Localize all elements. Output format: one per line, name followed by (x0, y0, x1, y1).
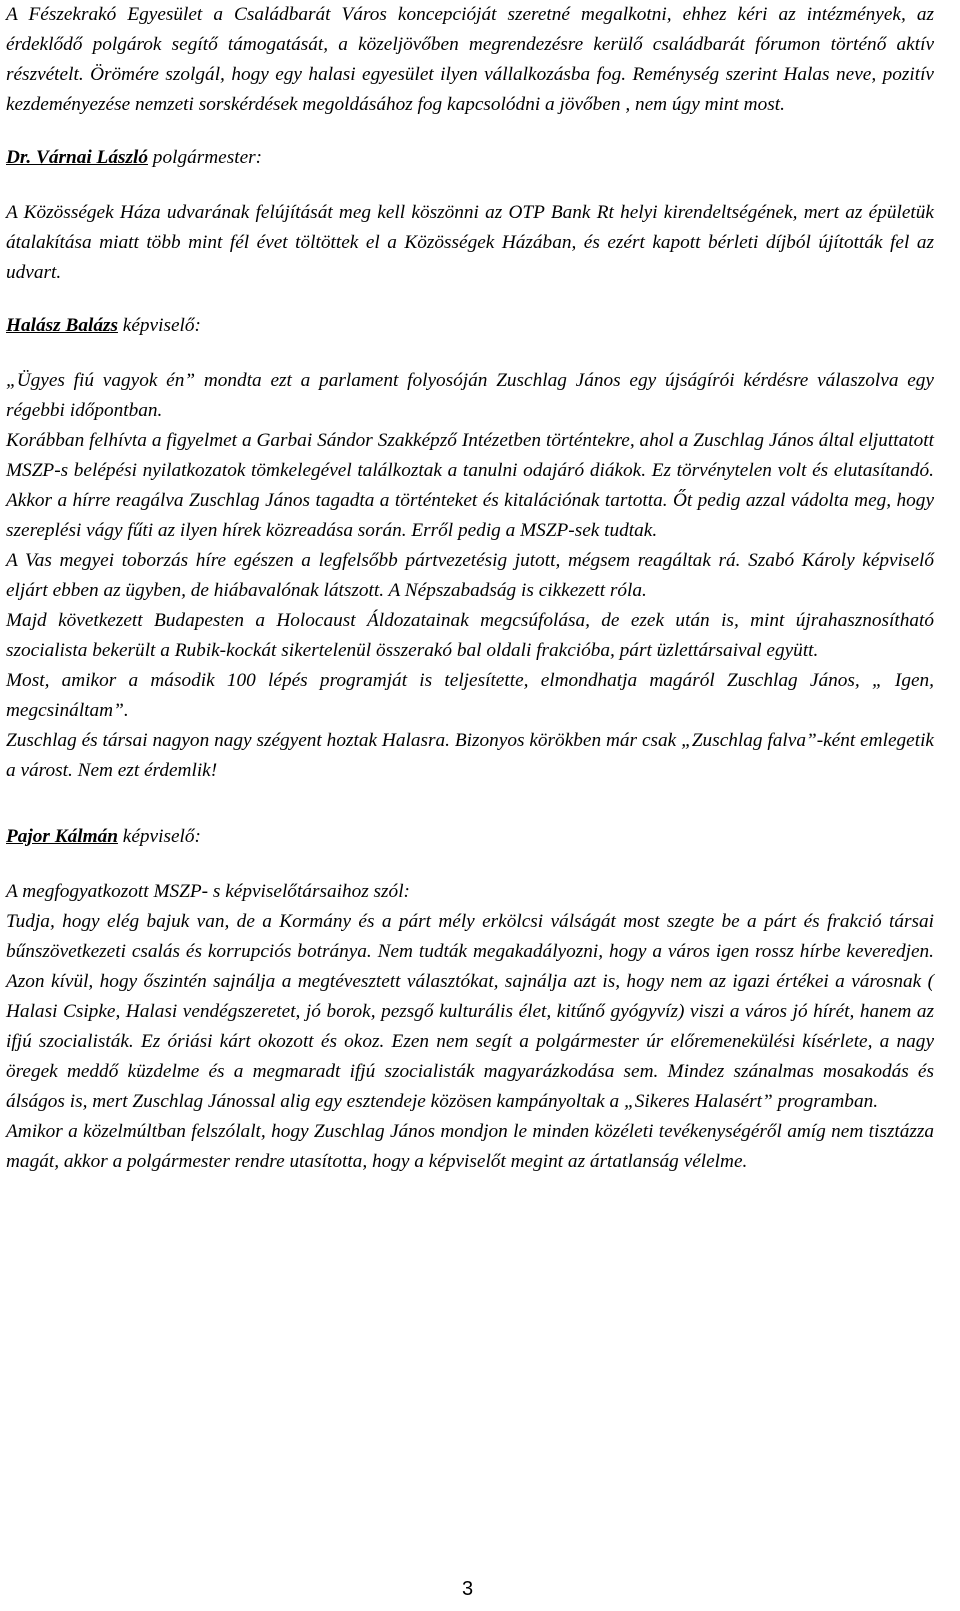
halasz-paragraph: Korábban felhívta a figyelmet a Garbai Sándor Szakképző Intézetben történtekre, ahol a Zuschlag János által eljuttatott MSZP-s belépési nyilatkozatok tömkelegével találkoztak a tanulni odajáró diákok. Ez törvénytelen volt és elutasítandó. Akkor a hírre reagálva Zuschlag János tagadta a történteket és kitalációnak tartotta. Őt pedig azzal vádolta meg, hogy szereplési vágy fűti az ilyen hírek közreadása során. Erről pedig a MSZP-sek tudtak. (6, 430, 934, 541)
speaker-line-varnai (6, 143, 934, 173)
speaker-name: Pajor Kálmán (6, 826, 118, 847)
intro-paragraph: A Fészekrakó Egyesület a Családbarát Város koncepcióját szeretné megalkotni, ehhez kéri az intézmények, az érdeklődő polgárok segítő támogatását, a közeljövőben megrendezésre kerülő családbarát fórumon történő aktív részvételt. Örömére szolgál, hogy egy halasi egyesület ilyen vállalkozásba fog. Reménység szerint Halas neve, pozitív kezdeményezése nemzeti sorskérdések megoldásához fog kapcsolódni a jövőben , nem úgy mint most. (6, 4, 934, 115)
pajor-paragraph: Amikor a közelmúltban felszólalt, hogy Zuschlag János mondjon le minden közéleti tevékenységéről amíg nem tisztázza magát, akkor a polgármester rendre utasította, hogy a képviselőt megint az ártatlanság vélelme. (6, 1121, 934, 1172)
document-page (6, 0, 934, 1177)
speaker-name: Dr. Várnai László (6, 147, 148, 168)
pajor-paragraph: A megfogyatkozott MSZP- s képviselőtársaihoz szól: (6, 881, 410, 902)
speaker-name: Halász Balázs (6, 315, 118, 336)
varnai-paragraph: A Közösségek Háza udvarának felújítását meg kell köszönni az OTP Bank Rt helyi kirendeltségének, mert az épületük átalakítása miatt több mint fél évet töltöttek el a Közösségek Házában, és ezért kapott bérleti díjból újították fel az udvart. (6, 202, 934, 283)
speaker-role: képviselő: (117, 315, 201, 336)
speaker-line-halasz (6, 311, 934, 341)
halasz-paragraph: Zuschlag és társai nagyon nagy szégyent hoztak Halasra. Bizonyos körökben már csak „Zuschlag falva”-ként emlegetik a várost. Nem ezt érdemlik! (6, 730, 934, 781)
halasz-paragraph: Majd következett Budapesten a Holocaust Áldozatainak megcsúfolása, de ezek után is, mint újrahasznosítható szocialista bekerült a Rubik-kockát sikertelenül összerakó bal oldali frakcióba, párt üzlettársaival együtt. (6, 610, 934, 661)
halasz-paragraph: „Ügyes fiú vagyok én” mondta ezt a parlament folyosóján Zuschlag János egy újságírói kérdésre válaszolva egy régebbi időpontban. (6, 370, 934, 421)
halasz-paragraph: Most, amikor a második 100 lépés programját is teljesítette, elmondhatja magáról Zuschlag János, „ Igen, megcsináltam”. (6, 670, 934, 721)
speaker-role: képviselő: (117, 826, 201, 847)
halasz-paragraph: A Vas megyei toborzás híre egészen a legfelsőbb pártvezetésig jutott, mégsem reagáltak rá. Szabó Károly képviselő eljárt ebben az ügyben, de hiábavalónak látszott. A Népszabadság is cikkezett róla. (6, 550, 934, 601)
page-number: 3 (462, 1578, 474, 1600)
pajor-paragraph: Tudja, hogy elég bajuk van, de a Kormány és a párt mély erkölcsi válságát most szegte be a párt és frakció társai bűnszövetkezeti csalás és korrupciós botránya. Nem tudták megakadályozni, hogy a város igen rossz hírbe keveredjen. Azon kívül, hogy őszintén sajnálja a megtévesztett választókat, sajnálja azt is, hogy nem az igazi értékei a városnak ( Halasi Csipke, Halasi vendégszeretet, jó borok, pezsgő kulturális élet, kitűnő gyógyvíz) viszi a város jó hírét, hanem az ifjú szocialisták. Ez óriási kárt okozott és okoz. Ezen nem segít a polgármester úr előremenekülési kísérlete, a nagy öregek meddő küzdelme és a megmaradt ifjú szocialisták magyarázkodása sem. Mindez szánalmas mosakodás és álságos is, mert Zuschlag Jánossal alig egy esztendeje közösen kampányoltak a „Sikeres Halasért” programban. (6, 911, 934, 1112)
speaker-line-pajor (6, 822, 934, 852)
speaker-role: polgármester: (147, 147, 263, 168)
